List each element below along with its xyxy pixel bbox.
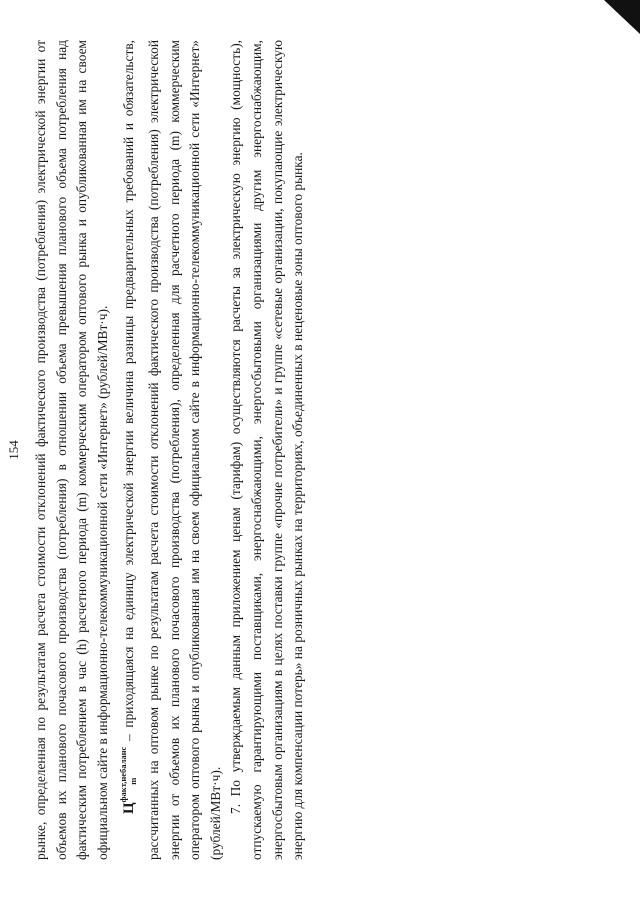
scan-corner-artifact (604, 0, 640, 34)
price-symbol-superscript: факт,небаланс (118, 746, 129, 803)
page-number: 154 (6, 440, 21, 460)
rotated-text-block (5, 40, 306, 860)
price-symbol-subscript: m (128, 777, 139, 785)
paragraph-imbalance-definition (113, 40, 226, 860)
imbalance-definition-text: – приходящаяся на единицу электрической энергии величина разницы предварительных требований и обязательств, рассчитанных на оптовом рынке по результатам расчета стоимости отклонений фактического производства (потребления) электрической энергии от объемов их планового почасового производства (потребления), определенная для расчетного периода (m) коммерческим оператором оптового рынка и опубликованная им на своем официальном сайте в информационно-телекоммуникационной сети «Интернет» (рублей/МВт·ч). (121, 40, 223, 860)
paragraph-item-7: 7. По утверждаемым данным приложением ценам (тарифам) осуществляются расчеты за электрическую энергию (мощность), отпускаемую гарантирующими поставщиками, энергоснабжающими, энергосбытовыми организациями другим энергоснабжающим, энергосбытовым организациям в целях поставки группе «прочие потребители» и группе «сетевые организации, покупающие электрическую энергию для компенсации потерь» на розничных рынках на территориях, объединенных в неценовые зоны оптового рынка. (228, 40, 306, 860)
paragraph-price-deviation: рынке, определенная по результатам расчета стоимости отклонений фактического производства (потребления) электрической энергии от объемов их планового почасового производства (потребления) в отношении объема превышения планового объема потребления над фактическим потреблением в час (h) расчетного периода (m) коммерческим оператором оптового рынка и опубликованная им на своем официальном сайте в информационно-телекоммуникационной сети «Интернет» (рублей/МВт·ч). (33, 40, 110, 860)
price-symbol: Ц (121, 802, 138, 814)
